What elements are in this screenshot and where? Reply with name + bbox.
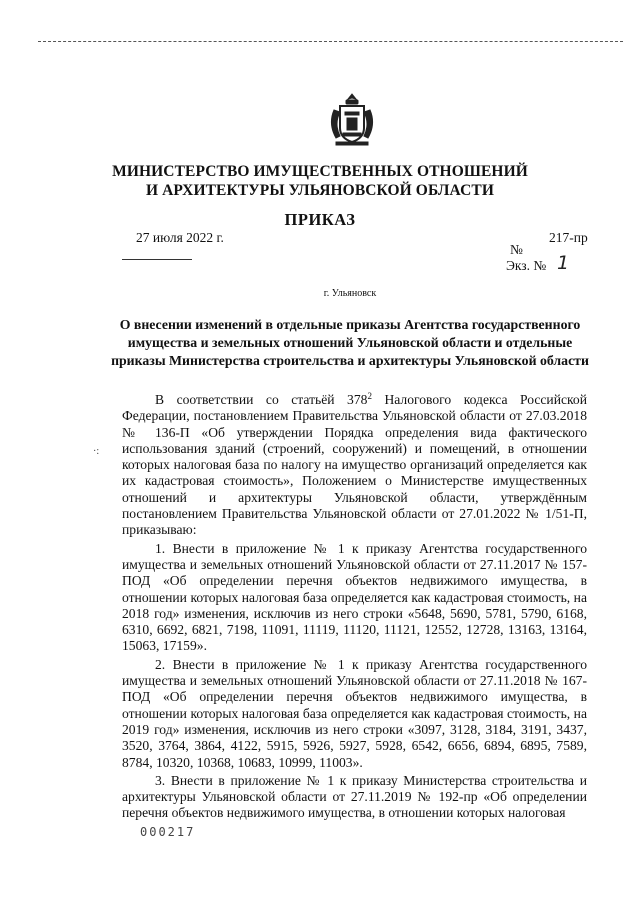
preamble-text-end: Налогового кодекса Российской Федерации, постановлением Правительства Ульяновской области от 27.03.2018 № 136-П «Об утверждении Порядка определения вида фактического использования зданий (строений, сооружений) и помещений, в отношении которых налоговая база по налогу на имущество организаций определяется как их кадастровая стоимость», Положением о Министерстве имущественных отношений и архитектуры Ульяновской области, утверждённым постановлением Правительства Ульяновской области от 27.01.2022 № 1/51-П, приказываю: (122, 392, 587, 538)
bottom-scan-tick (318, 812, 319, 817)
clause-1: 1. Внести в приложение № 1 к приказу Агентства государственного имущества и земельных отношений Ульяновской области от 27.11.2017 № 157-ПОД «Об определении перечня объектов недвижимого имущества, в отношении которых налоговая база определяется как кадастровая стоимость, на 2018 год» изменения, исключив из него строки «5648, 5690, 5781, 5790, 6168, 6310, 6692, 6821, 7198, 11091, 11119, 11120, 11121, 12552, 12728, 13163, 13164, 15063, 17159». (122, 540, 587, 654)
ministry-name-line2: И АРХИТЕКТУРЫ УЛЬЯНОВСКОЙ ОБЛАСТИ (146, 182, 494, 199)
top-scan-rule (38, 41, 623, 42)
document-type-title: ПРИКАЗ (284, 210, 356, 229)
city-name: г. Ульяновск (323, 288, 377, 299)
clause-2: 2. Внести в приложение № 1 к приказу Агентства государственного имущества и земельных отношений Ульяновской области от 27.11.2018 № 167-ПОД «Об определении перечня объектов недвижимого имущества, в отношении которых налоговая база определяется как кадастровая стоимость, на 2019 год» изменения, исключив из него строки «3097, 3128, 3184, 3191, 3437, 3520, 3764, 3864, 4122, 5915, 5926, 5927, 5928, 6542, 6656, 6894, 6895, 7589, 8784, 10320, 10368, 10683, 10999, 11003». (122, 656, 587, 770)
coat-of-arms-emblem (326, 92, 378, 148)
date-underline (122, 259, 192, 260)
order-number-label: № (510, 242, 523, 257)
order-subject-heading: О внесении изменений в отдельные приказы Агентства государственного имущества и земельных отношений Ульяновской области и отдельные приказы Министерства строительства и архитектуры Ульяновской области (111, 317, 589, 368)
copy-number-label: Экз. № (506, 258, 547, 273)
preamble-paragraph (122, 392, 587, 539)
ministry-name-line1: МИНИСТЕРСТВО ИМУЩЕСТВЕННЫХ ОТНОШЕНИЙ (112, 163, 528, 180)
order-date: 27 июля 2022 г. (136, 230, 224, 245)
article-superscript: 2 (367, 391, 372, 401)
preamble-text-start: В соответствии со статьёй 378 (155, 392, 368, 407)
copy-number-handwritten: 1 (557, 252, 570, 274)
order-number: 217-пр (549, 230, 588, 245)
clause-3: 3. Внести в приложение № 1 к приказу Министерства строительства и архитектуры Ульяновской области от 27.11.2019 № 192-пр «Об определении перечня объектов недвижимого имущества, в отношении которых налоговая (122, 772, 587, 821)
page-stamp-code: 000217 (140, 825, 196, 839)
margin-scan-marks: ·: (93, 446, 100, 457)
order-body (122, 392, 587, 824)
